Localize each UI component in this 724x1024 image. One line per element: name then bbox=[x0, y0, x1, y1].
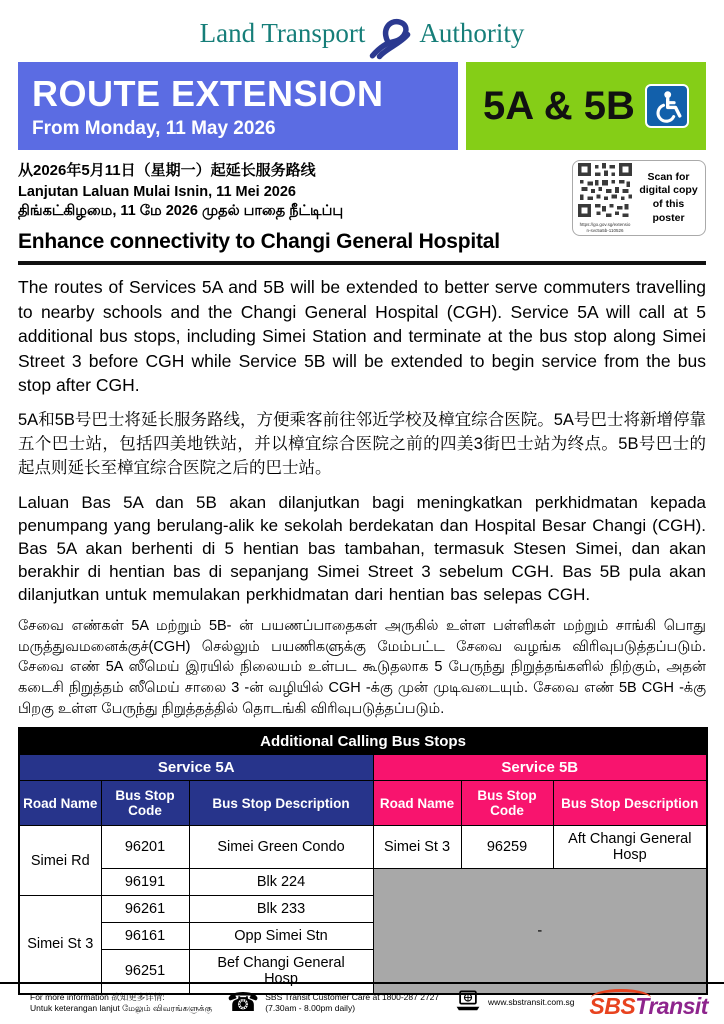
lta-logo-text-right: Authority bbox=[419, 17, 525, 48]
route-extension-banner bbox=[18, 62, 458, 150]
col-header-5a-road: Road Name bbox=[19, 781, 101, 826]
service-5a-header: Service 5A bbox=[19, 755, 373, 781]
laptop-globe-icon bbox=[454, 990, 482, 1017]
qr-panel bbox=[572, 160, 706, 236]
col-header-5a-code: Bus Stop Code bbox=[101, 781, 189, 826]
cell-5a-code: 96261 bbox=[101, 896, 189, 923]
banner-title: ROUTE EXTENSION bbox=[32, 72, 384, 114]
qr-url-line1: https://go.gov.sg/extensio bbox=[579, 222, 631, 228]
cell-5a-road-simei-rd: Simei Rd bbox=[19, 826, 101, 896]
cell-5a-road-simei-st3: Simei St 3 bbox=[19, 896, 101, 994]
sbs-logo-text: SBS bbox=[589, 992, 636, 1019]
services-banner bbox=[466, 62, 706, 150]
col-header-5a-desc: Bus Stop Description bbox=[189, 781, 373, 826]
cell-5b-code: 96259 bbox=[461, 826, 553, 869]
paragraph-malay: Laluan Bas 5A dan 5B akan dilanjutkan bagi meningkatkan perkhidmatan kepada penumpang yang berulang-alik ke sekolah berdekatan dan Hospital Besar Changi (CGH). Bas 5A akan berhenti di 5 hentian bas tambahan, termasuk Stesen Simei, dan akan berakhir di hentian bas di sepanjang Simei Street 3 sebelum CGH. Bas 5B pula akan dilanjutkan untuk memulakan perkhidmatan dari hentian bas selepas CGH. bbox=[18, 492, 706, 605]
cell-5a-desc: Blk 224 bbox=[189, 869, 373, 896]
cell-5a-desc: Blk 233 bbox=[189, 896, 373, 923]
heading-tamil: திங்கட்கிழமை, 11 மே 2026 முதல் பாதை நீட்டிப்பு bbox=[18, 203, 344, 219]
multilingual-heading-block bbox=[18, 159, 706, 254]
paragraph-english: The routes of Services 5A and 5B will be extended to better serve commuters travelling to nearby schools and the Changi General Hospital (CGH). Service 5A will call at 5 additional bus stops, including Simei Station and terminate at the bus stop along Simei Street 3 before CGH while Service 5B will be extended to begin service from the bus stop after CGH. bbox=[18, 277, 706, 395]
paragraph-tamil: சேவை எண்கள் 5A மற்றும் 5B- ன் பயணப்பாதைகள் அருகில் உள்ள பள்ளிகள் மற்றும் சாங்கி பொது மருத்துவமனைக்குச்(CGH) செல்லும் பயணிகளுக்கு மேம்பட்ட சேவை வழங்க விரிவுபடுத்தப்படும். சேவை எண் 5A ஸீமெய் இரயில் நிலையம் உள்பட கூடுதலாக 5 பேருந்து நிறுத்தங்களில் நிற்கும், அதன் கடைசி நிறுத்தம் ஸீமெய் சாலை 3 -ன் வழியில் CGH -க்கு முன் முடிவடையும். சேவை எண் 5B CGH -க்கு பிறகு உள்ள பேருந்து நிறுத்தத்தில் தொடங்கி விரிவுபடுத்தப்படும். bbox=[18, 618, 706, 717]
table-title: Additional Calling Bus Stops bbox=[19, 728, 707, 755]
heading-english: Enhance connectivity to Changi General Hospital bbox=[18, 230, 500, 253]
footer-info-line1: For more information 欲知更多详情: bbox=[30, 991, 165, 1002]
bus-stops-table bbox=[18, 727, 708, 995]
lta-ribbon-icon bbox=[367, 14, 417, 65]
lta-logo-text-left: Land Transport bbox=[199, 17, 366, 48]
cell-5b-desc: Aft Changi General Hosp bbox=[553, 826, 707, 869]
footer-phone-line1: SBS Transit Customer Care at 1800-287 2727 bbox=[265, 991, 440, 1002]
paragraph-chinese: 5A和5B号巴士将延长服务路线，方便乘客前往邻近学校及樟宜综合医院。5A号巴士将新增停靠五个巴士站，包括四美地铁站，并以樟宜综合医院之前的四美3街巴士站为终点。5B号巴士的起点则延长至樟宜综合医院之后的巴士站。 bbox=[18, 410, 706, 478]
transit-logo-text: Transit bbox=[635, 992, 708, 1019]
heading-malay: Lanjutan Laluan Mulai Isnin, 11 Mei 2026 bbox=[18, 184, 296, 200]
cell-5a-desc: Opp Simei Stn bbox=[189, 923, 373, 950]
services-label: 5A & 5B bbox=[483, 83, 635, 128]
cell-5a-code: 96161 bbox=[101, 923, 189, 950]
heading-chinese: 从2026年5月11日（星期一）起延长服务路线 bbox=[18, 162, 316, 179]
cell-5b-empty: - bbox=[373, 869, 707, 994]
service-5b-header: Service 5B bbox=[373, 755, 707, 781]
table-row bbox=[19, 869, 707, 896]
table-row bbox=[19, 826, 707, 869]
col-header-5b-desc: Bus Stop Description bbox=[553, 781, 707, 826]
col-header-5b-road: Road Name bbox=[373, 781, 461, 826]
phone-icon: ☎ bbox=[226, 988, 260, 1018]
qr-code-icon bbox=[578, 163, 632, 222]
banner-row bbox=[18, 62, 706, 150]
sbs-transit-logo bbox=[589, 987, 708, 1020]
cell-5a-code: 96251 bbox=[101, 950, 189, 994]
qr-caption: Scan for digital copy of this poster bbox=[639, 170, 698, 224]
lta-logo bbox=[0, 0, 724, 58]
banner-subtitle: From Monday, 11 May 2026 bbox=[32, 117, 276, 139]
col-header-5b-code: Bus Stop Code bbox=[461, 781, 553, 826]
sbs-logo-swoosh bbox=[591, 989, 651, 998]
qr-url-line2: n-svc5a5b-110526 bbox=[586, 227, 624, 233]
footer-phone-line2: (7.30am - 8.00pm daily) bbox=[265, 1003, 356, 1013]
cell-5a-desc: Simei Green Condo bbox=[189, 826, 373, 869]
cell-5b-road: Simei St 3 bbox=[373, 826, 461, 869]
footer-website: www.sbstransit.com.sg bbox=[488, 997, 575, 1008]
footer-info-line2: Untuk keterangan lanjut மேலும் விவரங்களுக்கு bbox=[30, 1003, 212, 1013]
cell-5a-code: 96201 bbox=[101, 826, 189, 869]
footer bbox=[0, 982, 724, 1024]
wheelchair-accessible-icon bbox=[645, 84, 689, 128]
cell-5a-desc: Bef Changi General Hosp bbox=[189, 950, 373, 994]
cell-5a-code: 96191 bbox=[101, 869, 189, 896]
section-divider bbox=[18, 261, 706, 265]
